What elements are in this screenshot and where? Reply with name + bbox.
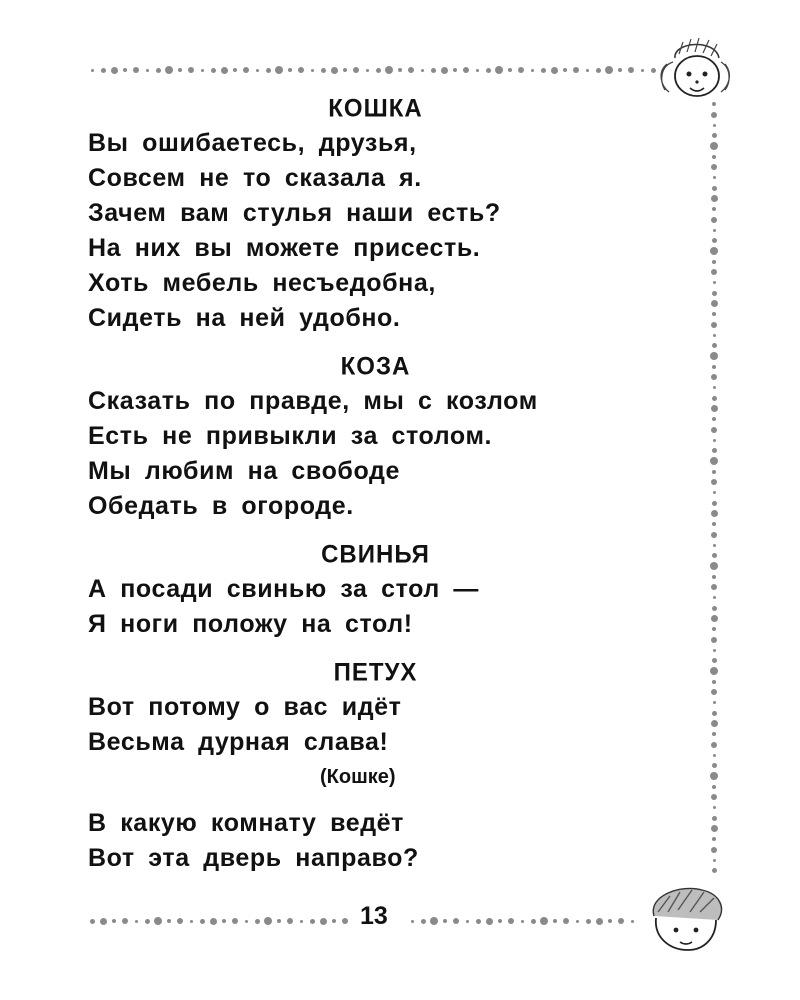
- border-dot: [453, 918, 459, 924]
- border-dot: [712, 606, 717, 611]
- speaker-heading: СВИНЬЯ: [321, 540, 430, 569]
- border-dot: [321, 68, 326, 73]
- stanza-koza: [88, 350, 688, 524]
- border-dot: [156, 68, 161, 73]
- border-dot: [608, 919, 612, 923]
- border-dot: [311, 69, 314, 72]
- border-dot: [298, 67, 304, 73]
- border-dot: [190, 920, 193, 923]
- speaker-heading: КОЗА: [340, 352, 411, 381]
- border-dot: [288, 68, 292, 72]
- border-dot: [266, 68, 271, 73]
- border-dot: [200, 919, 205, 924]
- border-dot: [713, 334, 716, 337]
- border-dot: [573, 67, 579, 73]
- verse-line: На них вы можете присесть.: [88, 234, 481, 262]
- border-dot: [233, 68, 237, 72]
- border-dot: [713, 806, 716, 809]
- border-dot: [112, 919, 116, 923]
- border-dot: [711, 794, 717, 800]
- border-dot: [712, 785, 716, 789]
- border-dot: [712, 448, 717, 453]
- border-dot: [264, 917, 272, 925]
- poem-text: [88, 92, 688, 890]
- border-dot: [711, 164, 717, 170]
- border-dot: [713, 229, 716, 232]
- border-dot: [712, 868, 717, 873]
- border-dot: [711, 720, 718, 727]
- border-dot: [430, 917, 438, 925]
- border-dot: [332, 919, 336, 923]
- border-dot: [711, 510, 718, 517]
- border-dot: [711, 374, 717, 380]
- border-dot: [287, 918, 293, 924]
- border-dot: [712, 365, 716, 369]
- border-dot: [210, 918, 217, 925]
- border-dot: [275, 66, 283, 74]
- border-dot: [411, 920, 414, 923]
- verse-line: А посади свинью за стол —: [88, 575, 479, 603]
- border-dot: [713, 124, 716, 127]
- border-dot: [385, 66, 393, 74]
- border-dot: [133, 67, 139, 73]
- border-dot: [486, 68, 491, 73]
- verse-line: Сидеть на ней удобно.: [88, 304, 401, 332]
- border-dot: [243, 67, 249, 73]
- border-dot: [711, 532, 717, 538]
- border-dot: [498, 919, 502, 923]
- border-dot: [618, 918, 624, 924]
- verse-line: В какую комнату ведёт: [88, 809, 405, 837]
- border-dot: [710, 352, 718, 360]
- border-dot: [518, 67, 524, 73]
- border-dot: [376, 68, 381, 73]
- border-dot: [531, 69, 534, 72]
- border-dot: [713, 596, 716, 599]
- border-dot: [711, 269, 717, 275]
- border-dot: [712, 711, 717, 716]
- border-dot: [712, 522, 716, 526]
- border-dot: [476, 919, 481, 924]
- boy-face-icon: [640, 882, 730, 954]
- border-dot: [713, 439, 716, 442]
- stage-direction: (Кошке): [320, 766, 396, 788]
- border-dot: [167, 919, 171, 923]
- border-dot: [154, 917, 162, 925]
- verse-line: Весьма дурная слава!: [88, 728, 389, 756]
- border-dot: [712, 470, 716, 474]
- border-dot: [711, 479, 717, 485]
- border-dot: [712, 133, 717, 138]
- border-dot: [91, 69, 94, 72]
- border-dot: [711, 112, 717, 118]
- border-dot: [713, 491, 716, 494]
- verse-line: Я ноги положу на стол!: [88, 610, 413, 638]
- border-dot: [586, 69, 589, 72]
- verse-line: Хоть мебель несъедобна,: [88, 269, 436, 297]
- border-dot: [178, 68, 182, 72]
- verse-line: Вы ошибаетесь, друзья,: [88, 129, 417, 157]
- border-dot: [421, 919, 426, 924]
- border-dot: [628, 67, 634, 73]
- border-dot: [713, 859, 716, 862]
- border-dot: [101, 68, 106, 73]
- border-dot: [508, 918, 514, 924]
- border-dot: [245, 920, 248, 923]
- border-dot: [586, 919, 591, 924]
- border-dot: [618, 68, 622, 72]
- border-dot: [221, 67, 228, 74]
- border-dot: [398, 68, 402, 72]
- border-dot: [711, 584, 717, 590]
- border-dot: [710, 772, 718, 780]
- border-dot: [712, 732, 716, 736]
- border-dot: [256, 69, 259, 72]
- border-dot: [710, 142, 718, 150]
- border-dot: [713, 649, 716, 652]
- border-dot: [713, 281, 716, 284]
- verse-line: Есть не привыкли за столом.: [88, 422, 493, 450]
- border-dot: [712, 627, 716, 631]
- border-dot: [711, 742, 717, 748]
- border-dot: [521, 920, 524, 923]
- stanza-svinya: [88, 538, 688, 642]
- border-dot: [100, 918, 107, 925]
- border-dot: [641, 69, 644, 72]
- border-dot: [713, 386, 716, 389]
- border-dot: [453, 68, 457, 72]
- page-number: 13: [360, 902, 388, 930]
- border-dot: [201, 69, 204, 72]
- border-dot: [531, 919, 536, 924]
- border-dot: [463, 67, 469, 73]
- border-dot: [712, 291, 717, 296]
- border-dot: [712, 343, 717, 348]
- border-dot: [711, 825, 718, 832]
- border-dot: [320, 918, 327, 925]
- border-dot: [421, 69, 424, 72]
- border-dot: [596, 918, 603, 925]
- border-dot: [710, 247, 718, 255]
- border-dot: [343, 68, 347, 72]
- speaker-heading: КОШКА: [328, 94, 423, 123]
- border-dot: [211, 68, 216, 73]
- border-dot: [711, 847, 717, 853]
- border-dot: [541, 68, 546, 73]
- border-dot: [713, 176, 716, 179]
- border-dot: [713, 701, 716, 704]
- verse-line: Мы любим на свободе: [88, 457, 400, 485]
- border-dot: [712, 501, 717, 506]
- border-dot: [145, 919, 150, 924]
- border-dot: [495, 66, 503, 74]
- border-dot: [712, 396, 717, 401]
- border-dot: [711, 427, 717, 433]
- verse-line: Сказать по правде, мы с козлом: [88, 387, 538, 415]
- border-dot: [466, 920, 469, 923]
- border-dot: [441, 67, 448, 74]
- border-dot: [342, 918, 348, 924]
- stanza-koshka: [88, 92, 688, 336]
- border-dot: [90, 919, 95, 924]
- verse-line: Обедать в огороде.: [88, 492, 354, 520]
- border-dot: [712, 575, 716, 579]
- border-dot: [310, 919, 315, 924]
- border-dot: [712, 680, 716, 684]
- border-dot: [576, 920, 579, 923]
- border-dot: [165, 66, 173, 74]
- border-dot: [712, 837, 716, 841]
- border-dot: [712, 763, 717, 768]
- border-dot: [431, 68, 436, 73]
- border-dot: [596, 68, 601, 73]
- border-dot: [476, 69, 479, 72]
- border-dot: [486, 918, 493, 925]
- border-dot: [711, 195, 718, 202]
- border-dot: [135, 920, 138, 923]
- border-dot: [553, 919, 557, 923]
- verse-line: Совсем не то сказала я.: [88, 164, 422, 192]
- border-dot: [712, 417, 716, 421]
- border-dot: [711, 217, 717, 223]
- border-dot: [712, 553, 717, 558]
- border-dot: [222, 919, 226, 923]
- border-dot: [123, 68, 127, 72]
- border-dot: [508, 68, 512, 72]
- border-dot: [711, 405, 718, 412]
- stanza-petukh: [88, 656, 688, 876]
- verse-line: Вот эта дверь направо?: [88, 844, 419, 872]
- border-dot: [712, 260, 716, 264]
- border-dot: [366, 69, 369, 72]
- verse-line: Зачем вам стулья наши есть?: [88, 199, 501, 227]
- border-dot: [605, 66, 613, 74]
- border-dot: [232, 918, 238, 924]
- border-dot: [353, 67, 359, 73]
- border-dot: [711, 637, 717, 643]
- border-dot: [111, 67, 118, 74]
- border-dot: [255, 919, 260, 924]
- border-dot: [711, 322, 717, 328]
- border-dot: [712, 155, 716, 159]
- border-dot: [122, 918, 128, 924]
- border-dot: [712, 238, 717, 243]
- border-dot: [443, 919, 447, 923]
- border-dot: [551, 67, 558, 74]
- border-dot: [563, 68, 567, 72]
- verse-line: Вот потому о вас идёт: [88, 693, 402, 721]
- border-dot: [300, 920, 303, 923]
- border-dot: [188, 67, 194, 73]
- border-dot: [712, 658, 717, 663]
- border-dot: [331, 67, 338, 74]
- speaker-heading: ПЕТУХ: [333, 658, 418, 687]
- border-dot: [712, 207, 716, 211]
- border-dot: [177, 918, 183, 924]
- border-dot: [146, 69, 149, 72]
- border-dot: [711, 689, 717, 695]
- border-dot: [712, 186, 717, 191]
- border-dot: [710, 562, 718, 570]
- border-dot: [277, 919, 281, 923]
- border-dot: [408, 67, 414, 73]
- border-dot: [712, 312, 716, 316]
- border-dot: [540, 917, 548, 925]
- border-dot: [631, 920, 634, 923]
- border-dot: [713, 754, 716, 757]
- border-dot: [563, 918, 569, 924]
- border-dot: [710, 457, 718, 465]
- border-dot: [711, 300, 718, 307]
- border-dot: [711, 615, 718, 622]
- border-dot: [713, 544, 716, 547]
- border-dot: [710, 667, 718, 675]
- border-dot: [712, 816, 717, 821]
